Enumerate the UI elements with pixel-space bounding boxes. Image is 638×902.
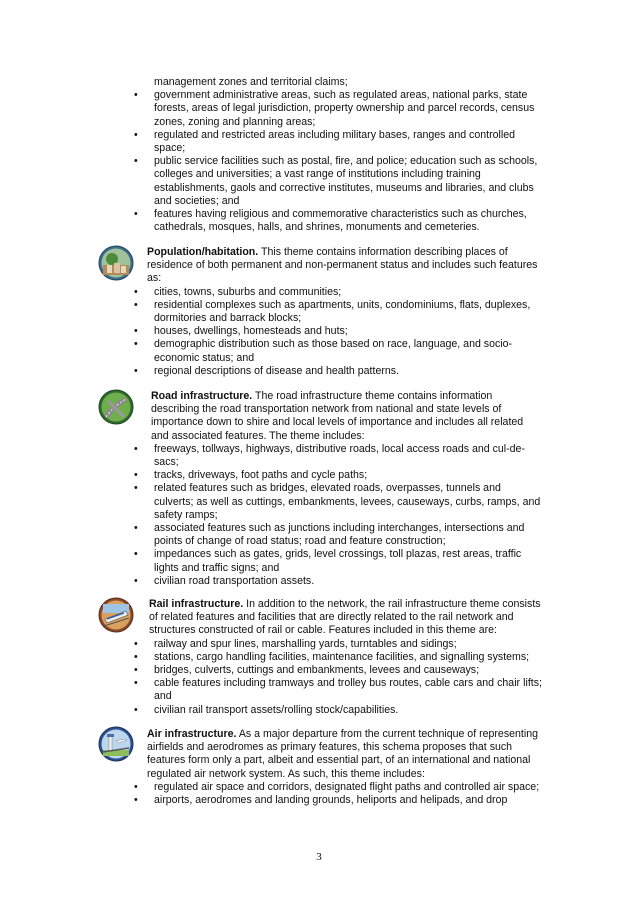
list-item: • regulated and restricted areas including military bases, ranges and controlled space; bbox=[0, 129, 638, 155]
list-item: • associated features such as junctions including interchanges, intersections and points of change of road status; road and feature construction; bbox=[0, 522, 638, 548]
list-item: • cities, towns, suburbs and communities; bbox=[0, 286, 638, 299]
section-intro-text: In addition to the network, the rail infrastructure theme consists of related features and facilities that are directly related to the rail network and structures constructed of rail or cable. Features included in this theme are: bbox=[149, 598, 541, 637]
section-heading: Rail infrastructure. bbox=[149, 598, 244, 610]
section-intro-text: As a major departure from the current technique of representing airfields and aerodromes as primary features, this schema proposes that such features form only a part, albeit and essential part, of an international and national regulated air network system. As such, this theme includes: bbox=[147, 728, 538, 780]
list-item: • related features such as bridges, elevated roads, overpasses, tunnels and culverts; as well as cuttings, embankments, levees, causeways, curbs, ramps, and safety ramps; bbox=[0, 482, 638, 522]
list-item: • houses, dwellings, homesteads and huts; bbox=[0, 325, 638, 338]
list-item: • impedances such as gates, grids, level crossings, toll plazas, rest areas, traffic lights and traffic signs; and bbox=[0, 548, 638, 574]
list-item: • tracks, driveways, foot paths and cycle paths; bbox=[0, 469, 638, 482]
list-item: • stations, cargo handling facilities, maintenance facilities, and signalling systems; bbox=[0, 651, 638, 664]
section-road bbox=[0, 390, 638, 588]
section-air bbox=[0, 728, 638, 807]
section-heading: Road infrastructure. bbox=[151, 390, 253, 402]
page-number: 3 bbox=[316, 851, 322, 863]
top-list-block bbox=[0, 76, 638, 234]
list-item: • regulated air space and corridors, designated flight paths and controlled air space; bbox=[0, 781, 638, 794]
list-item: • public service facilities such as postal, fire, and police; education such as schools, colleges and universities; a vast range of institutions including training establishments, gaols and corrective institutes, museums and libraries, and clubs and societies; and bbox=[0, 155, 638, 208]
section-intro bbox=[0, 246, 638, 286]
list-item: management zones and territorial claims; bbox=[154, 76, 348, 88]
list-item: • residential complexes such as apartments, units, condominiums, flats, duplexes, dormitories and barrack blocks; bbox=[0, 299, 638, 325]
list-item: • government administrative areas, such as regulated areas, national parks, state forests, areas of legal jurisdiction, property ownership and parcel records, census zones, zoning and planning areas; bbox=[0, 89, 638, 129]
section-intro bbox=[0, 598, 638, 638]
section-heading: Population/habitation. bbox=[147, 246, 259, 258]
section-list bbox=[0, 638, 638, 717]
section-intro-text: This theme contains information describing places of residence of both permanent and non-permanent status and includes such features as: bbox=[147, 246, 538, 285]
section-list bbox=[0, 286, 638, 378]
section-list bbox=[0, 781, 638, 807]
top-list bbox=[0, 76, 638, 234]
section-intro bbox=[0, 390, 638, 443]
list-item: • features having religious and commemorative characteristics such as churches, cathedrals, mosques, halls, and shrines, monuments and cemeteries. bbox=[0, 208, 638, 234]
list-item: • railway and spur lines, marshalling yards, turntables and sidings; bbox=[0, 638, 638, 651]
section-population bbox=[0, 246, 638, 378]
list-item: • cable features including tramways and trolley bus routes, cable cars and chair lifts; and bbox=[0, 677, 638, 703]
section-heading: Air infrastructure. bbox=[147, 728, 237, 740]
list-item: • demographic distribution such as those based on race, language, and socio-economic status; and bbox=[0, 338, 638, 364]
list-item: • airports, aerodromes and landing grounds, heliports and helipads, and drop bbox=[0, 794, 638, 807]
list-item: • civilian rail transport assets/rolling stock/capabilities. bbox=[0, 704, 638, 717]
list-item: • bridges, culverts, cuttings and embankments, levees and causeways; bbox=[0, 664, 638, 677]
section-intro bbox=[0, 728, 638, 781]
list-item: • civilian road transportation assets. bbox=[0, 575, 638, 588]
section-intro-text: The road infrastructure theme contains information describing the road transportation network from national and state levels of importance down to shire and local levels of importance and includes all related and associated features. The theme includes: bbox=[151, 390, 524, 442]
list-item: • freeways, tollways, highways, distributive roads, local access roads and cul-de-sacs; bbox=[0, 443, 638, 469]
section-list bbox=[0, 443, 638, 588]
section-rail bbox=[0, 598, 638, 717]
list-item: • regional descriptions of disease and health patterns. bbox=[0, 365, 638, 378]
